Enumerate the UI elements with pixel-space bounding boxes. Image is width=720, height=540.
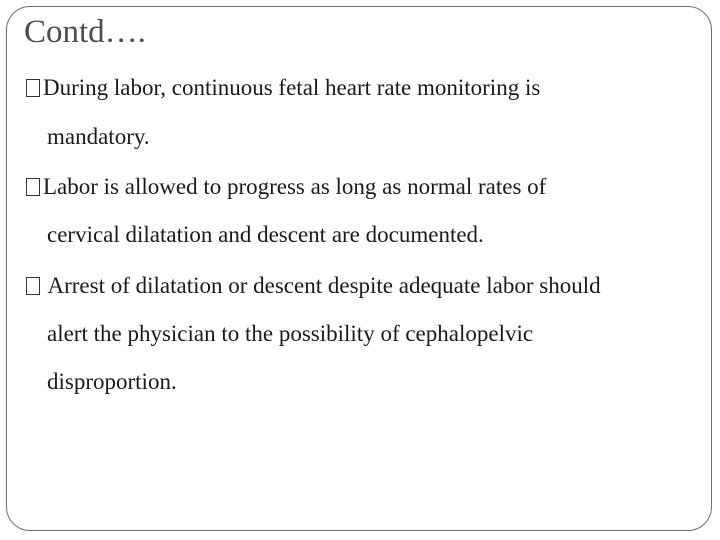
bullet-1-text: During labor, continuous fetal heart rate monitoring is — [43, 75, 541, 100]
bullet-1-line-2: mandatory. — [47, 124, 150, 149]
square-bullet-icon — [26, 79, 40, 97]
slide-title: Contd…. — [24, 14, 146, 50]
bullet-2-line-2: cervical dilatation and descent are documented. — [47, 222, 484, 247]
square-bullet-icon — [26, 178, 40, 196]
bullet-3-line-2: alert the physician to the possibility of cephalopelvic — [47, 321, 534, 346]
bullet-1-line-1 — [26, 73, 540, 103]
square-bullet-icon — [26, 277, 40, 295]
bullet-3-line-1 — [26, 271, 601, 301]
bullet-3-line-3: disproportion. — [47, 369, 177, 394]
bullet-2-line-1 — [26, 172, 546, 202]
bullet-2-text: Labor is allowed to progress as long as normal rates of — [43, 174, 547, 199]
bullet-3-text: Arrest of dilatation or descent despite adequate labor should — [43, 273, 601, 298]
